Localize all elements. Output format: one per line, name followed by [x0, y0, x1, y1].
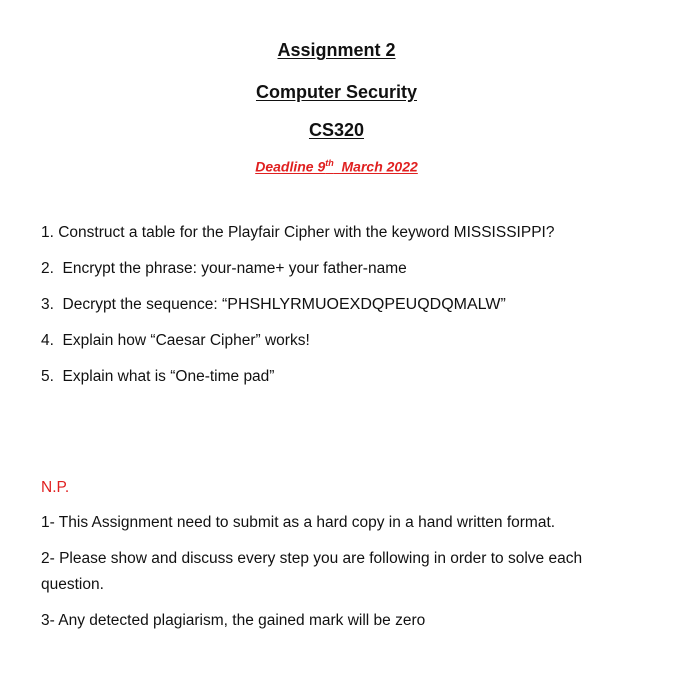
- deadline-ordinal: th: [325, 158, 334, 168]
- note-2-continued: question.: [41, 576, 104, 593]
- cipher-sequence: “PHSHLYRMUOEXDQPEUQDQMALW”: [221, 296, 506, 313]
- note-2: 2- Please show and discuss every step you are following in order to solve each: [41, 550, 583, 567]
- assignment-title: Assignment 2: [277, 40, 396, 60]
- course-code: CS320: [308, 120, 365, 140]
- deadline-suffix: March 2022: [333, 158, 418, 175]
- question-3: [41, 296, 506, 314]
- note-1: 1- This Assignment need to submit as a hard copy in a hand written format.: [41, 514, 556, 531]
- question-5: 5. Explain what is “One-time pad”: [41, 368, 275, 385]
- question-1: 1. Construct a table for the Playfair Cipher with the keyword MISSISSIPPI?: [41, 224, 555, 241]
- question-2: 2. Encrypt the phrase: your-name+ your father-name: [41, 260, 407, 277]
- question-3-prefix: 3. Decrypt the sequence:: [41, 296, 222, 313]
- deadline: [0, 158, 673, 175]
- question-4: 4. Explain how “Caesar Cipher” works!: [41, 332, 310, 349]
- notes-label: N.P.: [41, 479, 70, 496]
- course-title: Computer Security: [255, 82, 418, 102]
- note-3: 3- Any detected plagiarism, the gained mark will be zero: [41, 612, 426, 629]
- deadline-prefix: Deadline 9: [255, 158, 326, 175]
